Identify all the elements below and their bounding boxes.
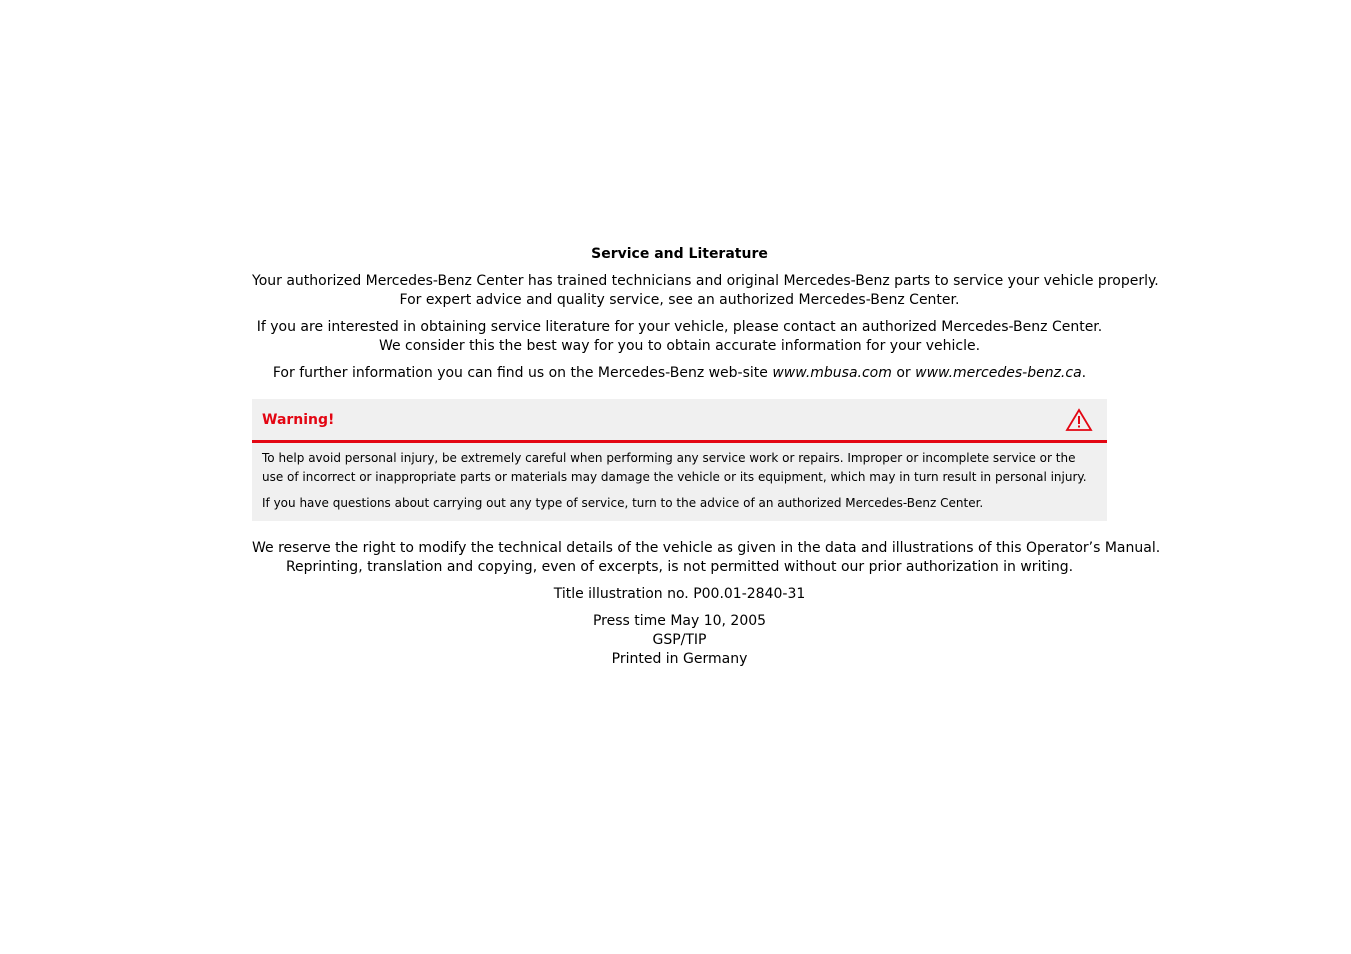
warning-label: Warning! <box>262 411 335 428</box>
legal-notice <box>252 539 1161 577</box>
press-code: GSP/TIP <box>652 632 707 648</box>
website-prefix: For further information you can find us on the Mercedes-Benz web-site <box>272 365 773 381</box>
intro-line: Your authorized Mercedes-Benz Center has trained technicians and original Mercedes-Benz parts to service your vehicle properly. <box>252 273 1159 289</box>
section-title: Service and Literature <box>591 246 768 262</box>
intro-line: For expert advice and quality service, see an authorized Mercedes-Benz Center. <box>399 292 960 308</box>
mbusa-link[interactable]: www.mbusa.com <box>772 365 892 381</box>
printed-in: Printed in Germany <box>611 651 748 667</box>
legal-line: We reserve the right to modify the technical details of the vehicle as given in the data and illustrations of this Operator’s Manual. <box>252 540 1161 556</box>
intro-paragraph-literature <box>252 318 1107 356</box>
website-line <box>252 364 1107 383</box>
document-page <box>252 245 1161 677</box>
intro-paragraph-website <box>252 364 1107 383</box>
warning-body <box>252 443 1107 521</box>
title-illustration-number: Title illustration no. P00.01-2840-31 <box>553 586 806 602</box>
warning-text: If you have questions about carrying out any type of service, turn to the advice of an authorized Mercedes-Benz Center. <box>262 496 984 510</box>
website-suffix: . <box>1081 365 1087 381</box>
warning-box <box>252 399 1107 521</box>
legal-line: Reprinting, translation and copying, even of excerpts, is not permitted without our prior authorization in writing. <box>285 559 1074 575</box>
mercedes-benz-ca-link[interactable]: www.mercedes-benz.ca <box>915 365 1082 381</box>
intro-line: If you are interested in obtaining service literature for your vehicle, please contact an authorized Mercedes-Benz Center. <box>256 319 1103 335</box>
intro-paragraph-service <box>252 272 1159 310</box>
warning-header <box>252 399 1107 443</box>
intro-line: We consider this the best way for you to obtain accurate information for your vehicle. <box>378 338 981 354</box>
website-mid: or <box>891 365 916 381</box>
press-time: Press time May 10, 2005 <box>592 613 767 629</box>
press-info <box>252 612 1107 669</box>
warning-text: To help avoid personal injury, be extremely careful when performing any service work or repairs. Improper or incomplete service or the use of incorrect or inappropriate parts or materials may damage the vehicle or its equipment, which may in turn result in personal injury. <box>262 451 1087 484</box>
warning-triangle-icon <box>1065 408 1093 432</box>
